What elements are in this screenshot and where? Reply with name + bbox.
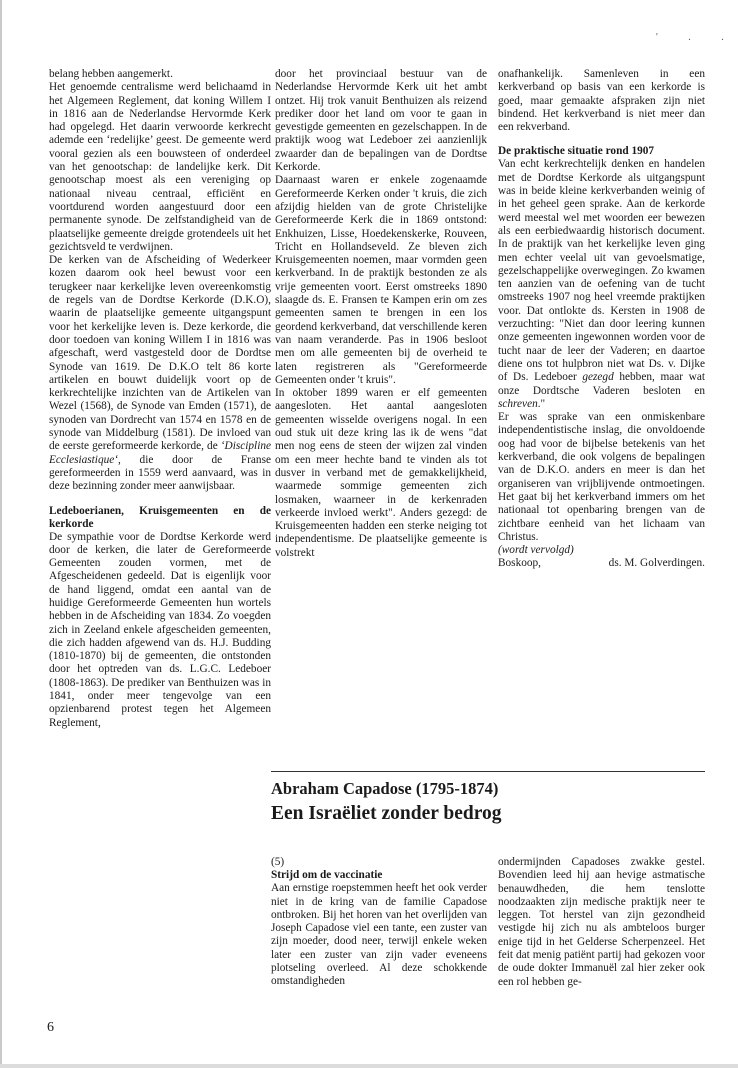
paragraph: belang hebben aangemerkt. xyxy=(49,68,173,80)
italic-title: ‘Discipline Ecclesiastique‘ xyxy=(49,440,271,466)
paragraph: Aan ernstige roepstemmen heeft het ook verder niet in de kring van de familie Capadose ontbroken. Bij het horen van het overlijden van Joseph Capadose viel een tante, een zuster van zijn moeder, dood neer, terwijl enkele weken later een zuster van zijn vader eveneens plotseling overleed. Al deze schokkende omstandigheden xyxy=(271,882,487,988)
paragraph: ondermijnden Capadoses zwakke gestel. Bovendien leed hij aan hevige astmatische benauwdheden, die hem tenslotte noodzaakten zijn medische praktijk neer te leggen. Tot herstel van zijn gezondheid vestigde hij zich nu als ambteloos burger enige tijd in het Gelderse Scherpenzeel. Het feit dat menig patiënt partij had gekozen voor de oude dokter Immanuël zal hier zeker ook een rol hebben ge- xyxy=(498,856,705,988)
article2-column-right xyxy=(498,856,705,989)
section-heading: Ledeboerianen, Kruisgemeenten en de kerkorde xyxy=(49,504,271,530)
article-title: Abraham Capadose (1795-1874) xyxy=(271,779,499,798)
scan-edge-bottom xyxy=(0,1064,738,1068)
column-3 xyxy=(498,68,705,571)
signature xyxy=(498,557,705,570)
section-heading: De praktische situatie rond 1907 xyxy=(498,145,655,158)
article2-column-left xyxy=(271,856,487,989)
italic-word: gezegd xyxy=(582,371,614,384)
column-1 xyxy=(49,68,271,730)
continued-text: (wordt vervolgd) xyxy=(498,544,574,557)
section-heading: Strijd om de vaccinatie xyxy=(271,869,383,882)
paragraph-tail: , die door de Franse gereformeerden in 1559 werd aanvaard, was in deze bezinning zonder meer aanwijsbaar. xyxy=(49,453,271,493)
paragraph-text: De kerken van de Afscheiding of Wederkeer kozen daarom ook heel bewust voor een terugkeer naar kerkelijke leven overeenkomstig de regels van de Dordtse Kerkorde (D.K.O), waarin de plaatselijke gemeente uitgangspunt voor het kerkelijke leven is. Deze kerkorde, die door toedoen van koning Willem I in 1816 was afgeschaft, werd vastgesteld door de Dordtse Synode van 1619. De D.K.O telt 86 korte artikelen en bouwt duidelijk voort op de kerkrechtelijke inzichten van de Artikelen van Wezel (1568), de Synode van Emden (1571), de synoden van Dordrecht van 1574 en 1578 en de synode van Middelburg (1581). De invloed van de eerste gereformeerde kerkorde, de xyxy=(49,254,271,453)
part-number: (5) xyxy=(271,856,285,868)
paragraph: Er was sprake van een onmiskenbare independentistische inslag, die onvoldoende oog had voor de bijbelse betekenis van het kerkverband, die ook volgens de bepalingen van de D.K.O. anders en meer is dan het organiseren van vrijblijvende ontmoetingen. Het gaat bij het kerkverband immers om het nationaal tot openbaring brengen van de zichtbare eenheid van het lichaam van Christus. xyxy=(498,411,705,543)
scan-edge xyxy=(0,0,2,1068)
continued-note xyxy=(498,544,705,557)
paragraph: De sympathie voor de Dordtse Kerkorde werd door de kerken, die later de Gereformeerde Gemeenten zouden vormen, met de Afgescheidenen gedeeld. Dat is eigenlijk voor de hand liggend, omdat een aantal van de huidige Gereformeerde Gemeenten hun wortels hebben in de Afscheiding van 1834. Zo voegden zich in Zeeland enkele afgescheiden gemeenten, die zich hadden afgewend van ds. H.J. Budding (1810-1870) bij de gemeenten, die ontstonden door het optreden van ds. L.G.C. Ledeboer (1808-1863). De prediker van Benthuizen was in 1841, onder meer tengevolge van een opzienbarend protest tegen het Algemeen Reglement, xyxy=(49,530,271,729)
paragraph: door het provinciaal bestuur van de Nederlandse Hervormde Kerk uit het ambt ontzet. Hij trok vanuit Benthuizen als reizend prediker door het land om voor te gaan in gevestigde gemeenten en gezelschappen. In de praktijk woog wat Ledeboer zei aanzienlijk zwaarder dan de bepalingen van de Dordtse Kerkorde. xyxy=(275,68,487,174)
header-marks: ' . . xyxy=(656,32,738,43)
signature-name: ds. M. Golverdingen. xyxy=(608,557,705,570)
page-number: 6 xyxy=(47,1020,54,1035)
paragraph: Het genoemde centralisme werd belichaamd in het Algemeen Reglement, dat koning Willem I in 1816 aan de Nederlandse Hervormde Kerk had opgelegd. Het daarin verwoorde kerkrecht ademde een ‘redelijke’ geest. De gemeente werd vooral gezien als een bouwsteen of onderdeel van het genootschap: de landelijke kerk. Dit genootschap moest als een vereniging op nationaal niveau centraal, efficiënt en voortdurend worden aangestuurd door een permanente synode. De zelfstandigheid van de plaatselijke gemeente dreigde grotendeels uit het gezichtsveld te verdwijnen. xyxy=(49,81,271,253)
article-divider xyxy=(271,771,705,772)
paragraph-text: hebben, maar wat onze Dordtsche Vaderen besloten en xyxy=(498,371,705,397)
paragraph-text: ." xyxy=(537,397,546,410)
paragraph-text: Van echt kerkrechtelijk denken en handelen met de Dordtse Kerkorde als uitgangspunt was in beide kleine kerkverbanden weinig of in het geheel geen sprake. Aan de kerkorde werd meestal wel met woorden eer bewezen als een eerbiedwaardig historisch document. In de praktijk van het kerkelijke leven ging men echter veelal uit van gevoelsmatige, gezelschappelijke overwegingen. Zo kwamen ten aanzien van de oefening van de tucht omstreeks 1907 nog heel vreemde praktijken voor. Dat ontlokte ds. Kersten in 1908 de verzuchting: "Niet dan door leering kunnen onze gemeenten ingewonnen worden voor de tucht naar de leer der Vaderen; en daartoe diene ons tot hulpbron niet wat Ds. v. Dijke of Ds. Ledeboer xyxy=(498,158,705,384)
italic-word: schreven xyxy=(498,397,538,410)
signature-place: Boskoop, xyxy=(498,557,541,570)
article-subtitle: Een Israëliet zonder bedrog xyxy=(271,803,502,824)
paragraph: In oktober 1899 waren er elf gemeenten aangesloten. Het aantal aangesloten gemeenten wisselde overigens nogal. In een oud stuk uit deze kring las ik de wens "dat men nog eens de steen der wijzen zal vinden om een meer hechte band te vinden als tot dusver in verband met de gemakkelijkheid, waarmede sommige gemeenten zich losmaken, waarneer in de kerkenraden verkeerde invloed werkt". Anders gezegd: de Kruisgemeenten hadden een sterke neiging tot independentisme. De plaatselijke gemeente is volstrekt xyxy=(275,387,487,559)
paragraph: onafhankelijk. Samenleven in een kerkverband op basis van een kerkorde is goed, maar gemaakte afspraken zijn niet bindend. Het kerkverband is niet meer dan een rekverband. xyxy=(498,68,705,134)
paragraph xyxy=(498,158,705,411)
column-2 xyxy=(275,68,487,560)
paragraph xyxy=(49,254,271,493)
paragraph: Daarnaast waren er enkele zogenaamde Gereformeerde Kerken onder 't kruis, die zich afzijdig hielden van de grote Christelijke Gereformeerde Kerk die in 1869 ontstond: Enkhuizen, Lisse, Hoedekenskerke, Rouveen, Tricht en Hollandseveld. Ze bleven zich Kruisgemeenten noemen, maar vormden geen kerkverband. In de praktijk bestonden ze als vrije gemeenten voort. Eerst omstreeks 1890 slaagde ds. E. Fransen te Kampen erin om zes gemeenten samen te brengen in een los geordend kerkverband, dat verschillende keren van naam veranderde. Pas in 1906 besloot men om alle gemeenten bij de overheid te laten registreren als "Gereformeerde Gemeenten onder 't kruis". xyxy=(275,174,487,386)
